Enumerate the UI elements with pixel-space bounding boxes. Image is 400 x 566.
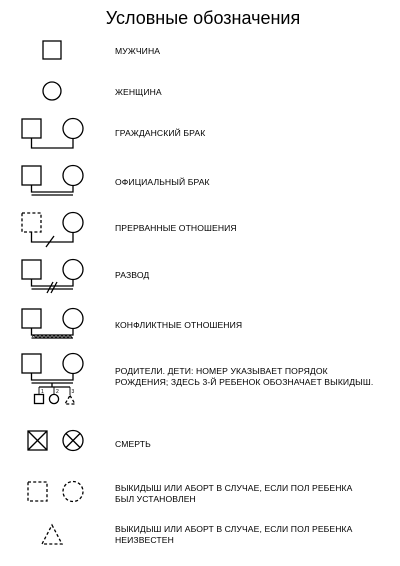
legend-label: ОФИЦИАЛЬНЫЙ БРАК bbox=[115, 177, 210, 187]
legend-row-death bbox=[0, 430, 400, 460]
divorce-symbol-icon bbox=[16, 258, 86, 292]
civil-marriage-symbol-icon bbox=[16, 117, 86, 151]
legend-label: КОНФЛИКТНЫЕ ОТНОШЕНИЯ bbox=[115, 320, 243, 330]
conflict-relationship-symbol-icon bbox=[16, 307, 86, 341]
svg-text:2: 2 bbox=[56, 389, 59, 395]
page-title: Условные обозначения bbox=[105, 8, 301, 28]
legend-row-miscarriage-known bbox=[0, 481, 400, 511]
legend-row-civil-marriage bbox=[0, 117, 400, 157]
legend-label: СМЕРТЬ bbox=[115, 439, 151, 449]
legend-label-line1: ВЫКИДЫШ ИЛИ АБОРТ В СЛУЧАЕ, ЕСЛИ ПОЛ РЕБЕНКА bbox=[115, 524, 353, 534]
miscarriage-unknown-symbol-icon bbox=[16, 522, 86, 546]
legend-row-female bbox=[0, 81, 400, 111]
svg-text:3: 3 bbox=[71, 389, 75, 395]
legend-row-male bbox=[0, 40, 400, 70]
parents-children-symbol-icon bbox=[16, 352, 86, 408]
legend-row-divorce bbox=[0, 258, 400, 298]
legend-row-official-marriage bbox=[0, 164, 400, 204]
official-marriage-symbol-icon bbox=[16, 164, 86, 198]
miscarriage-known-symbol-icon bbox=[16, 481, 86, 503]
male-symbol-icon bbox=[42, 40, 62, 60]
legend-label: ГРАЖДАНСКИЙ БРАК bbox=[115, 128, 206, 138]
legend-label: МУЖЧИНА bbox=[115, 46, 161, 56]
legend-label: ПРЕРВАННЫЕ ОТНОШЕНИЯ bbox=[115, 223, 237, 233]
legend-row-conflict-relationship bbox=[0, 307, 400, 347]
legend-label-line2: НЕИЗВЕСТЕН bbox=[115, 535, 174, 545]
legend-row-parents-children bbox=[0, 352, 400, 408]
broken-relationship-symbol-icon bbox=[16, 211, 86, 245]
legend-label-line2: РОЖДЕНИЯ; ЗДЕСЬ 3-Й РЕБЕНОК ОБОЗНАЧАЕТ ВЫКИДЫШ. bbox=[115, 377, 374, 387]
death-symbol-icon bbox=[16, 430, 86, 452]
legend-label: ЖЕНЩИНА bbox=[115, 87, 162, 97]
legend-row-broken-relationship bbox=[0, 211, 400, 251]
legend-label: РАЗВОД bbox=[115, 270, 150, 280]
legend-label-line2: БЫЛ УСТАНОВЛЕН bbox=[115, 494, 196, 504]
female-symbol-icon bbox=[42, 81, 62, 101]
legend-row-miscarriage-unknown bbox=[0, 522, 400, 552]
legend-label-line1: ВЫКИДЫШ ИЛИ АБОРТ В СЛУЧАЕ, ЕСЛИ ПОЛ РЕБЕНКА bbox=[115, 483, 353, 493]
svg-text:1: 1 bbox=[41, 389, 44, 395]
legend-label-line1: РОДИТЕЛИ. ДЕТИ: НОМЕР УКАЗЫВАЕТ ПОРЯДОК bbox=[115, 366, 328, 376]
